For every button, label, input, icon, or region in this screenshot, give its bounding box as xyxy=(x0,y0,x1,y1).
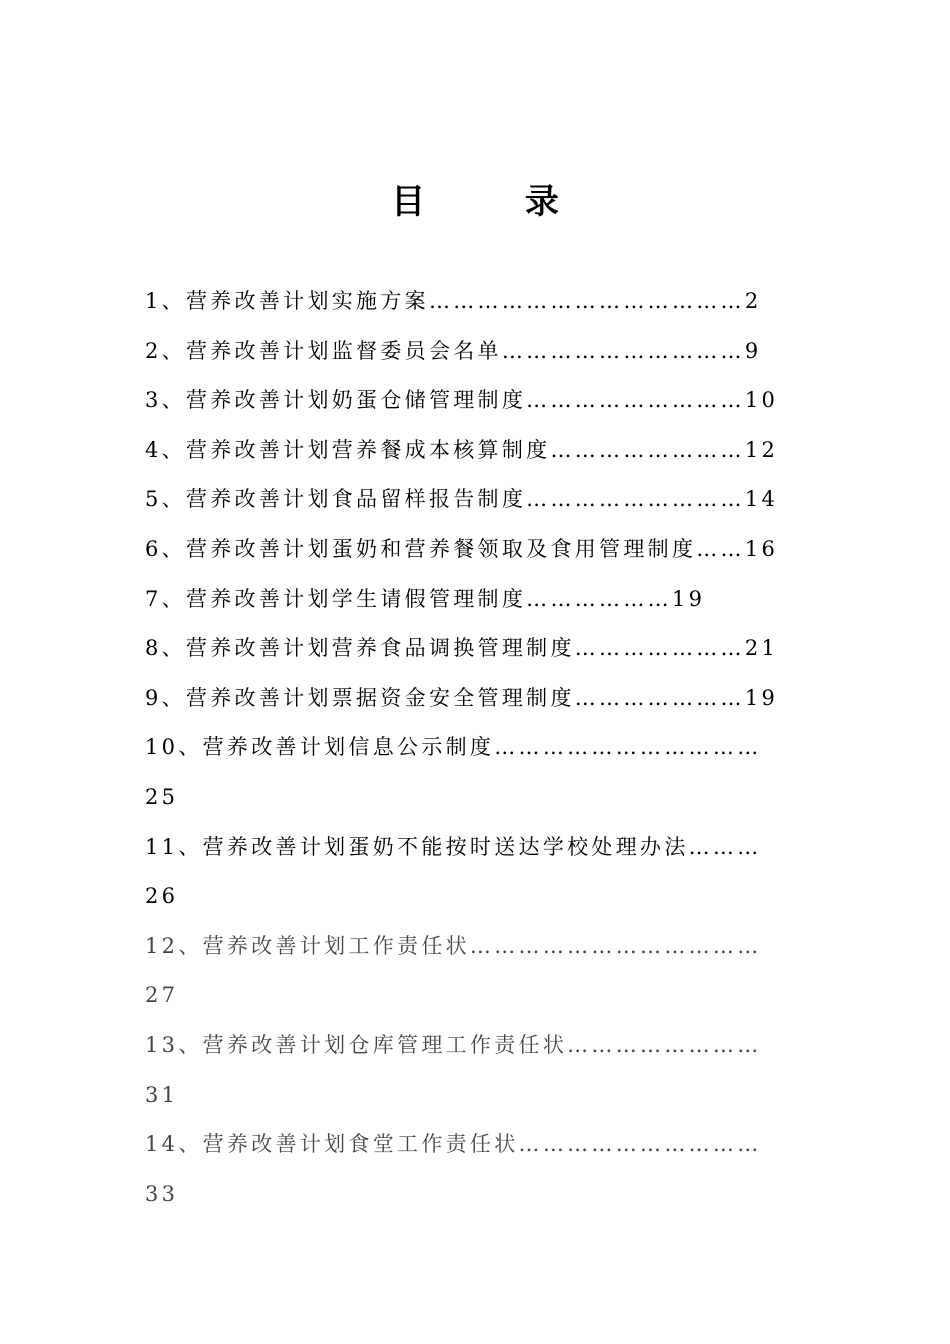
toc-entry-1: 1、营养改善计划实施方案…………………………………2 xyxy=(145,289,762,313)
toc-entry-2: 2、营养改善计划监督委员会名单…………………………9 xyxy=(145,338,762,363)
toc-entry-5: 5、营养改善计划食品留样报告制度………………………14 xyxy=(145,487,779,512)
toc-entry-13: 13、营养改善计划仓库管理工作责任状…………………… xyxy=(145,1032,762,1057)
toc-entry-9: 9、营养改善计划票据资金安全管理制度…………………19 xyxy=(145,685,779,710)
toc-entry-10-page: 25 xyxy=(145,784,179,809)
toc-entry-14: 14、营养改善计划食堂工作责任状………………………… xyxy=(145,1132,762,1157)
toc-entry-11-page: 26 xyxy=(145,884,179,909)
toc-entry-12-page: 27 xyxy=(145,983,179,1008)
toc-entry-13-page: 31 xyxy=(145,1082,179,1107)
toc-entry-3: 3、营养改善计划奶蛋仓储管理制度………………………10 xyxy=(145,388,779,413)
toc-entry-10: 10、营养改善计划信息公示制度…………………………… xyxy=(145,735,762,760)
toc-title: 目 录 xyxy=(391,182,603,222)
toc-entry-4: 4、营养改善计划营养餐成本核算制度……………………12 xyxy=(145,437,779,462)
toc-list xyxy=(145,282,805,1224)
toc-entry-11: 11、营养改善计划蛋奶不能按时送达学校处理办法……… xyxy=(145,834,762,859)
toc-entry-14-page: 33 xyxy=(145,1181,179,1206)
toc-entry-12: 12、营养改善计划工作责任状……………………………… xyxy=(145,933,762,958)
toc-entry-6: 6、营养改善计划蛋奶和营养餐领取及食用管理制度……16 xyxy=(145,536,779,561)
toc-entry-7: 7、营养改善计划学生请假管理制度………………19 xyxy=(145,586,706,611)
toc-entry-8: 8、营养改善计划营养食品调换管理制度…………………21 xyxy=(145,636,779,661)
